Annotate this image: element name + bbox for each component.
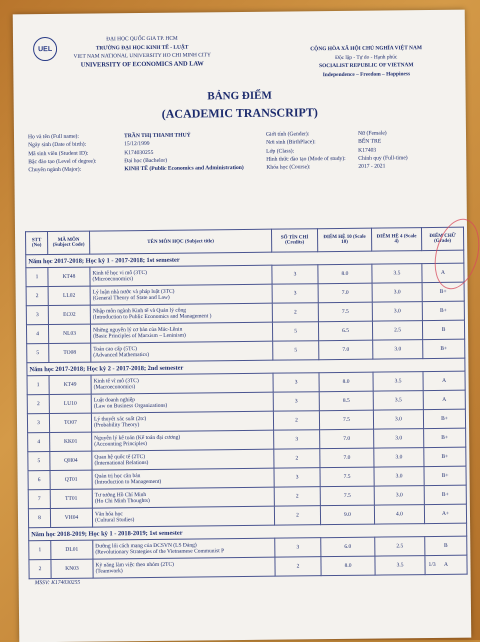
subject-name-vi: Luật doanh nghiệp (93, 397, 136, 404)
subject-name-vi: Nguyên lý kế toán (Kế toán đại cương) (94, 434, 181, 442)
cell-subject (93, 538, 275, 559)
cell-scale4: 3.0 (374, 486, 424, 506)
cell-scale10: 7.0 (320, 429, 374, 449)
cell-no: 7 (28, 490, 50, 509)
info-label: Hình thức đào tạo (Mode of study): (266, 155, 346, 163)
student-info-right (266, 129, 461, 173)
info-label: Khóa học (Course): (266, 164, 311, 171)
cell-subject (91, 341, 273, 362)
subject-name-vi: Lý luận nhà nước và pháp luật (3TC) (92, 288, 175, 296)
header-scale10: ĐIỂM HỆ 10 (Scale 10) (317, 228, 371, 252)
cell-grade: B+ (424, 447, 466, 466)
subject-name-vi: Toán cao cấp (5TC) (93, 346, 138, 353)
cell-scale4: 3.0 (373, 410, 423, 430)
semester-title: Năm học 2018-2019; Học kỳ 1 - 2018-2019; 1st semester (29, 523, 467, 541)
header-credits: SỐ TÍN CHỈ (Credits) (271, 229, 317, 252)
cell-credits: 2 (274, 487, 320, 506)
header-name: TÊN MÔN HỌC (Subject title) (89, 229, 271, 254)
subject-name-en: (Macroeconomics) (93, 384, 136, 391)
subject-name-en: (Teamwork) (95, 568, 123, 575)
cell-credits: 3 (273, 392, 319, 411)
page-number: 1/3 (428, 561, 436, 569)
cell-subject (90, 303, 272, 324)
cell-scale10: 7.5 (320, 467, 374, 487)
subject-name-vi: Văn hóa học (94, 511, 123, 518)
header-right-line2: Độc lập - Tự do - Hạnh phúc (335, 53, 398, 61)
cell-scale10: 7.0 (320, 448, 374, 468)
cell-grade: B+ (423, 339, 465, 358)
cell-no: 3 (27, 414, 49, 433)
cell-scale10: 8.0 (318, 264, 372, 284)
cell-credits: 5 (272, 322, 318, 341)
cell-credits: 2 (275, 557, 321, 576)
subject-name-vi: Đường lối cách mạng của ĐCSVN (LS Đảng) (95, 542, 197, 550)
cell-scale10: 7.0 (318, 283, 372, 303)
cell-no: 2 (29, 560, 51, 579)
header-grade: ĐIỂM CHỮ (Grade) (421, 227, 463, 250)
cell-subject (92, 449, 274, 470)
cell-credits: 2 (274, 449, 320, 468)
cell-scale10: 7.5 (320, 486, 374, 506)
info-label: Ngày sinh (Date of birth): (28, 141, 87, 149)
info-value: 15/12/1999 (124, 141, 150, 148)
info-label: Chuyên ngành (Major): (28, 166, 82, 174)
cell-code: LU10 (49, 394, 91, 413)
subject-name-en: (Cultural Studies) (94, 517, 135, 524)
info-value: K17403 (358, 147, 377, 154)
cell-scale10: 8.0 (319, 372, 373, 392)
header-left-line2: TRƯỜNG ĐẠI HỌC KINH TẾ - LUẬT (95, 44, 189, 52)
cell-no: 1 (29, 541, 51, 560)
cell-code: QT01 (50, 470, 92, 489)
cell-scale4: 4.0 (374, 505, 424, 525)
cell-subject (92, 506, 274, 527)
table-row (29, 555, 467, 579)
cell-scale10: 9.0 (320, 505, 374, 525)
cell-grade: A+ (424, 504, 466, 523)
info-label: Họ và tên (Full name): (27, 133, 79, 141)
header-left-line4: UNIVERSITY OF ECONOMICS AND LAW (80, 60, 204, 69)
semester-title: Năm học 2017-2018; Học kỳ 1 - 2017-2018; 1st semester (26, 250, 464, 268)
cell-credits: 3 (273, 373, 319, 392)
university-logo: UEL (33, 37, 57, 61)
cell-code: KN03 (51, 559, 93, 578)
info-row (266, 162, 461, 172)
cell-grade: A (423, 371, 465, 390)
subject-name-vi: Quản trị học căn bản (94, 473, 141, 480)
subject-name-en: (Revolutionary Strategies of the Vietnamese Communist P (95, 548, 225, 556)
info-value: TRẦN THỊ THANH THUỶ (123, 132, 191, 140)
cell-code: TO07 (49, 413, 91, 432)
info-label: Lớp (Class): (266, 148, 295, 155)
title-en: (ACADEMIC TRANSCRIPT) (161, 105, 318, 121)
info-label: Mã sinh viên (Student ID): (28, 150, 89, 157)
subject-name-en: (Law on Business Organizations) (93, 402, 168, 410)
cell-scale4: 2.5 (372, 321, 422, 341)
cell-no: 1 (26, 268, 48, 287)
subject-name-vi: Nhập môn ngành Kinh tế và Quản lý công (92, 307, 187, 315)
cell-credits: 2 (274, 506, 320, 525)
header-left (37, 34, 247, 71)
subject-name-en: (Introduction to Management) (94, 478, 162, 486)
header-scale4: ĐIỂM HỆ 4 (Scale 4) (371, 228, 421, 252)
info-label: Bậc đào tạo (Level of degree): (28, 158, 97, 166)
cell-subject (90, 265, 272, 286)
cell-grade: A (422, 263, 464, 282)
cell-code: TO08 (49, 343, 91, 362)
cell-code: VH04 (50, 508, 92, 527)
cell-grade: B+ (423, 409, 465, 428)
header-right-line3: SOCIALIST REPUBLIC OF VIETNAM (319, 62, 414, 70)
cell-grade: A (425, 555, 467, 574)
info-value: K174030255 (124, 149, 154, 156)
header-code: MÃ MÔN (Subject Code) (48, 231, 90, 254)
cell-credits: 3 (275, 538, 321, 557)
cell-no: 2 (27, 395, 49, 414)
subject-name-vi: Kỹ năng làm việc theo nhóm (2TC) (95, 561, 175, 569)
cell-subject (90, 322, 272, 343)
cell-credits: 3 (272, 265, 318, 284)
cell-no: 5 (28, 452, 50, 471)
cell-no: 6 (28, 471, 50, 490)
cell-scale4: 3.0 (373, 340, 423, 360)
cell-grade: B+ (424, 466, 466, 485)
cell-no: 8 (28, 509, 50, 528)
cell-scale4: 2.5 (375, 537, 425, 557)
cell-scale4: 3.5 (373, 372, 423, 392)
cell-credits: 2 (273, 411, 319, 430)
subject-name-en: (Introduction to Public Economics and Management ) (92, 313, 212, 321)
subject-name-vi: Kinh tế học vi mô (3TC) (92, 269, 148, 277)
grades-table (25, 227, 468, 580)
subject-name-vi: Lý thuyết xác suất (2tc) (93, 416, 147, 423)
subject-name-en: (General Theory of State and Law) (92, 294, 170, 302)
semester-title: Năm học 2017-2018; Học kỳ 2 - 2017-2018; 2nd semester (27, 358, 465, 376)
subject-name-vi: Kinh tế vĩ mô (3TC) (93, 378, 139, 385)
cell-subject (93, 557, 275, 578)
subject-name-en: (Advanced Mathematics) (93, 351, 150, 359)
student-info-left (28, 131, 258, 175)
cell-scale10: 6.5 (318, 321, 372, 341)
cell-scale4: 3.5 (373, 391, 423, 411)
cell-code: DL01 (51, 540, 93, 559)
cell-subject (91, 373, 273, 394)
cell-code: QH04 (50, 451, 92, 470)
info-value: BẾN TRE (358, 138, 382, 146)
cell-scale4: 3.5 (372, 264, 422, 284)
cell-subject (90, 284, 272, 305)
info-value: Đại học (Bachelor) (124, 157, 168, 165)
cell-code: LL02 (48, 286, 90, 305)
cell-no: 4 (26, 325, 48, 344)
header-left-line1: ĐẠI HỌC QUỐC GIA TP. HCM (106, 35, 178, 43)
cell-subject (92, 468, 274, 489)
cell-subject (91, 411, 273, 432)
transcript-page (13, 10, 472, 642)
cell-subject (92, 487, 274, 508)
subject-name-en: (Microeconomics) (92, 276, 134, 283)
cell-scale10: 7.5 (318, 302, 372, 322)
header-right-line1: CỘNG HÒA XÃ HỘI CHỦ NGHĨA VIỆT NAM (310, 45, 422, 53)
cell-no: 3 (26, 306, 48, 325)
cell-code: KK01 (50, 432, 92, 451)
info-value: Chính quy (Full-time) (358, 155, 408, 162)
mssv-footer: MSSV: K174030255 (34, 579, 81, 587)
subject-name-en: (International Relations) (94, 459, 149, 467)
header-left-line3: VIET NAM NATIONAL UNIVERSITY HO CHI MINH CITY (73, 52, 211, 60)
cell-credits: 5 (273, 341, 319, 360)
info-value: KINH TẾ (Public Economics and Administration) (124, 165, 244, 173)
subject-name-vi: Tư tưởng Hồ Chí Minh (94, 492, 147, 499)
cell-scale4: 3.0 (372, 302, 422, 322)
cell-scale4: 3.0 (374, 448, 424, 468)
cell-code: TT01 (50, 489, 92, 508)
header-right-line4: Independence – Freedom – Happiness (322, 71, 411, 78)
cell-scale10: 7.5 (319, 410, 373, 430)
cell-grade: B+ (424, 428, 466, 447)
cell-code: KT48 (48, 267, 90, 286)
cell-scale10: 7.0 (319, 340, 373, 360)
cell-code: NL03 (48, 324, 90, 343)
cell-no: 4 (28, 433, 50, 452)
cell-grade: B+ (424, 485, 466, 504)
cell-scale4: 3.0 (372, 283, 422, 303)
cell-no: 2 (26, 287, 48, 306)
subject-name-en: (Accounting Principles) (94, 441, 147, 448)
cell-grade: B+ (422, 301, 464, 320)
info-row (28, 164, 258, 175)
cell-subject (91, 392, 273, 413)
subject-name-vi: Những nguyên lý cơ bản của Mác-Lênin (93, 326, 183, 334)
info-label: Giới tính (Gender): (265, 131, 310, 138)
info-value: 2017 - 2021 (358, 163, 386, 170)
header-stt: STT (No) (26, 232, 48, 255)
subject-name-vi: Quan hệ quốc tế (2TC) (94, 454, 146, 461)
cell-scale10: 6.0 (321, 537, 375, 557)
cell-code: EC02 (48, 305, 90, 324)
subject-name-en: (Ho Chi Minh Thoughts) (94, 497, 150, 505)
info-label: Nơi sinh (BirthPlace): (266, 139, 316, 147)
cell-scale10: 8.5 (319, 391, 373, 411)
cell-credits: 3 (274, 430, 320, 449)
cell-scale10: 8.0 (321, 556, 375, 576)
cell-credits: 3 (272, 284, 318, 303)
subject-name-en: (Probability Theory) (94, 422, 140, 429)
cell-code: KT49 (49, 375, 91, 394)
title-vi: BẢNG ĐIỂM (207, 89, 272, 103)
cell-scale4: 3.5 (375, 556, 425, 576)
cell-scale4: 3.0 (374, 429, 424, 449)
subject-name-en: (Basic Principles of Marxism – Leninism) (93, 332, 186, 340)
cell-grade: A (423, 390, 465, 409)
info-value: Nữ (Female) (357, 130, 387, 137)
cell-no: 5 (27, 344, 49, 363)
cell-grade: B (422, 320, 464, 339)
cell-grade: B+ (422, 282, 464, 301)
cell-credits: 3 (274, 468, 320, 487)
cell-scale4: 3.0 (374, 467, 424, 487)
header-right (271, 44, 461, 80)
cell-credits: 2 (272, 303, 318, 322)
cell-subject (92, 430, 274, 451)
cell-grade: B (425, 536, 467, 555)
cell-no: 1 (27, 376, 49, 395)
